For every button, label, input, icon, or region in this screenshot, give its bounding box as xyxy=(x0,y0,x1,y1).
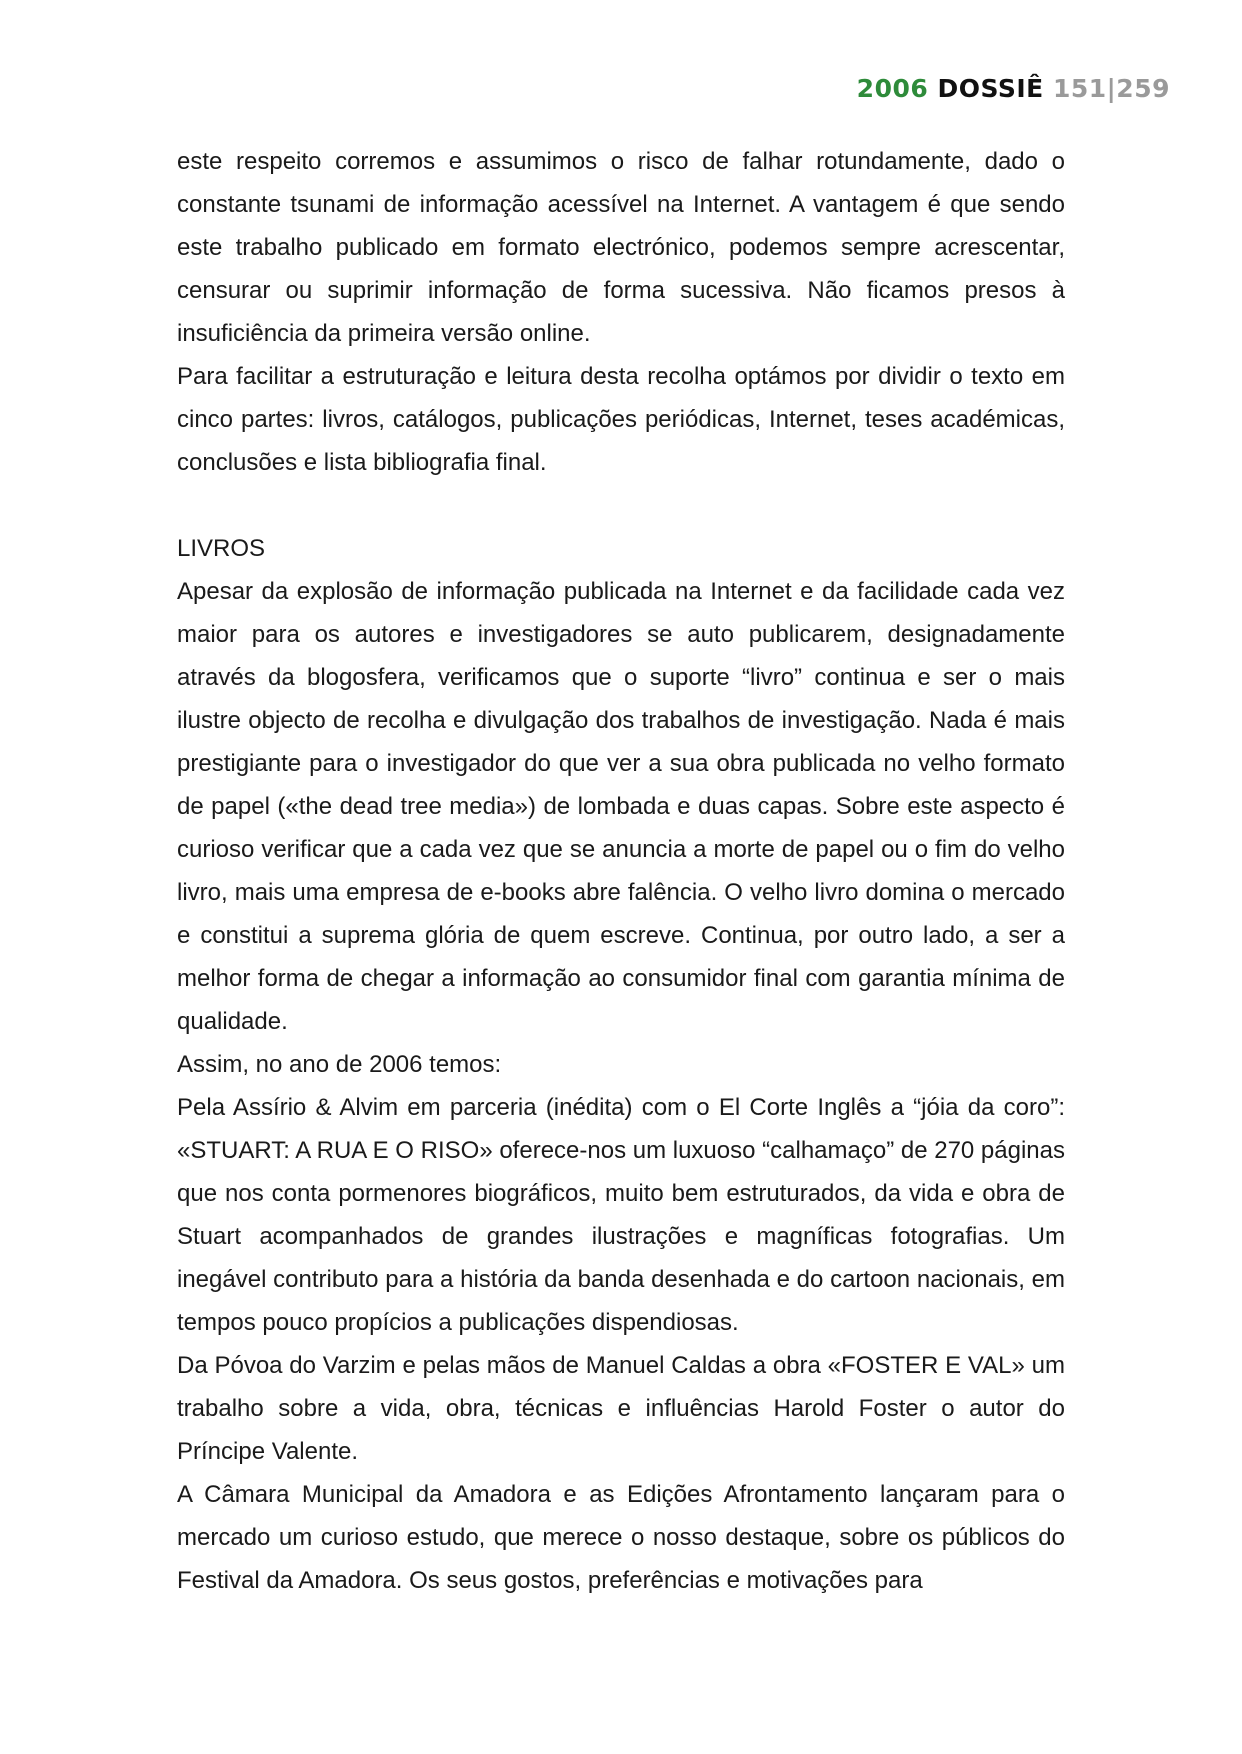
header-page-number: 151|259 xyxy=(1052,74,1170,103)
paragraph: Assim, no ano de 2006 temos: xyxy=(177,1051,502,1078)
paragraph: Da Póvoa do Varzim e pelas mãos de Manuel Caldas a obra «FOSTER E VAL» um trabalho sobre a vida, obra, técnicas e influências Harold Foster o autor do Príncipe Valente. xyxy=(177,1352,1065,1465)
paragraph: este respeito corremos e assumimos o risco de falhar rotundamente, dado o constante tsunami de informação acessível na Internet. A vantagem é que sendo este trabalho publicado em formato electrónico, podemos sempre acrescentar, censurar ou suprimir informação de forma sucessiva. Não ficamos presos à insuficiência da primeira versão online. xyxy=(177,148,1065,347)
paragraph-spacer xyxy=(177,484,1065,527)
paragraph: Apesar da explosão de informação publicada na Internet e da facilidade cada vez maior para os autores e investigadores se auto publicarem, designadamente através da blogosfera, verificamos que o suporte “livro” continua e ser o mais ilustre objecto de recolha e divulgação dos trabalhos de investigação. Nada é mais prestigiante para o investigador do que ver a sua obra publicada no velho formato de papel («the dead tree media») de lombada e duas capas. Sobre este aspecto é curioso verificar que a cada vez que se anuncia a morte de papel ou o fim do velho livro, mais uma empresa de e-books abre falência. O velho livro domina o mercado e constitui a suprema glória de quem escreve. Continua, por outro lado, a ser a melhor forma de chegar a informação ao consumidor final com garantia mínima de qualidade. xyxy=(177,578,1065,1035)
document-body xyxy=(177,140,1065,1602)
paragraph: Pela Assírio & Alvim em parceria (inédita) com o El Corte Inglês a “jóia da coro”: «STUART: A RUA E O RISO» oferece-nos um luxuoso “calhamaço” de 270 páginas que nos conta pormenores biográficos, muito bem estruturados, da vida e obra de Stuart acompanhados de grandes ilustrações e magníficas fotografias. Um inegável contributo para a história da banda desenhada e do cartoon nacionais, em tempos pouco propícios a publicações dispendiosas. xyxy=(177,1094,1065,1336)
paragraph: A Câmara Municipal da Amadora e as Edições Afrontamento lançaram para o mercado um curioso estudo, que merece o nosso destaque, sobre os públicos do Festival da Amadora. Os seus gostos, preferências e motivações para xyxy=(177,1481,1065,1594)
section-heading: LIVROS xyxy=(177,535,266,562)
paragraph: Para facilitar a estruturação e leitura desta recolha optámos por dividir o texto em cinco partes: livros, catálogos, publicações periódicas, Internet, teses académicas, conclusões e lista bibliografia final. xyxy=(177,363,1065,476)
header-year: 2006 xyxy=(856,74,929,103)
header-title: DOSSIÊ xyxy=(937,74,1044,103)
page-header xyxy=(857,74,1170,103)
